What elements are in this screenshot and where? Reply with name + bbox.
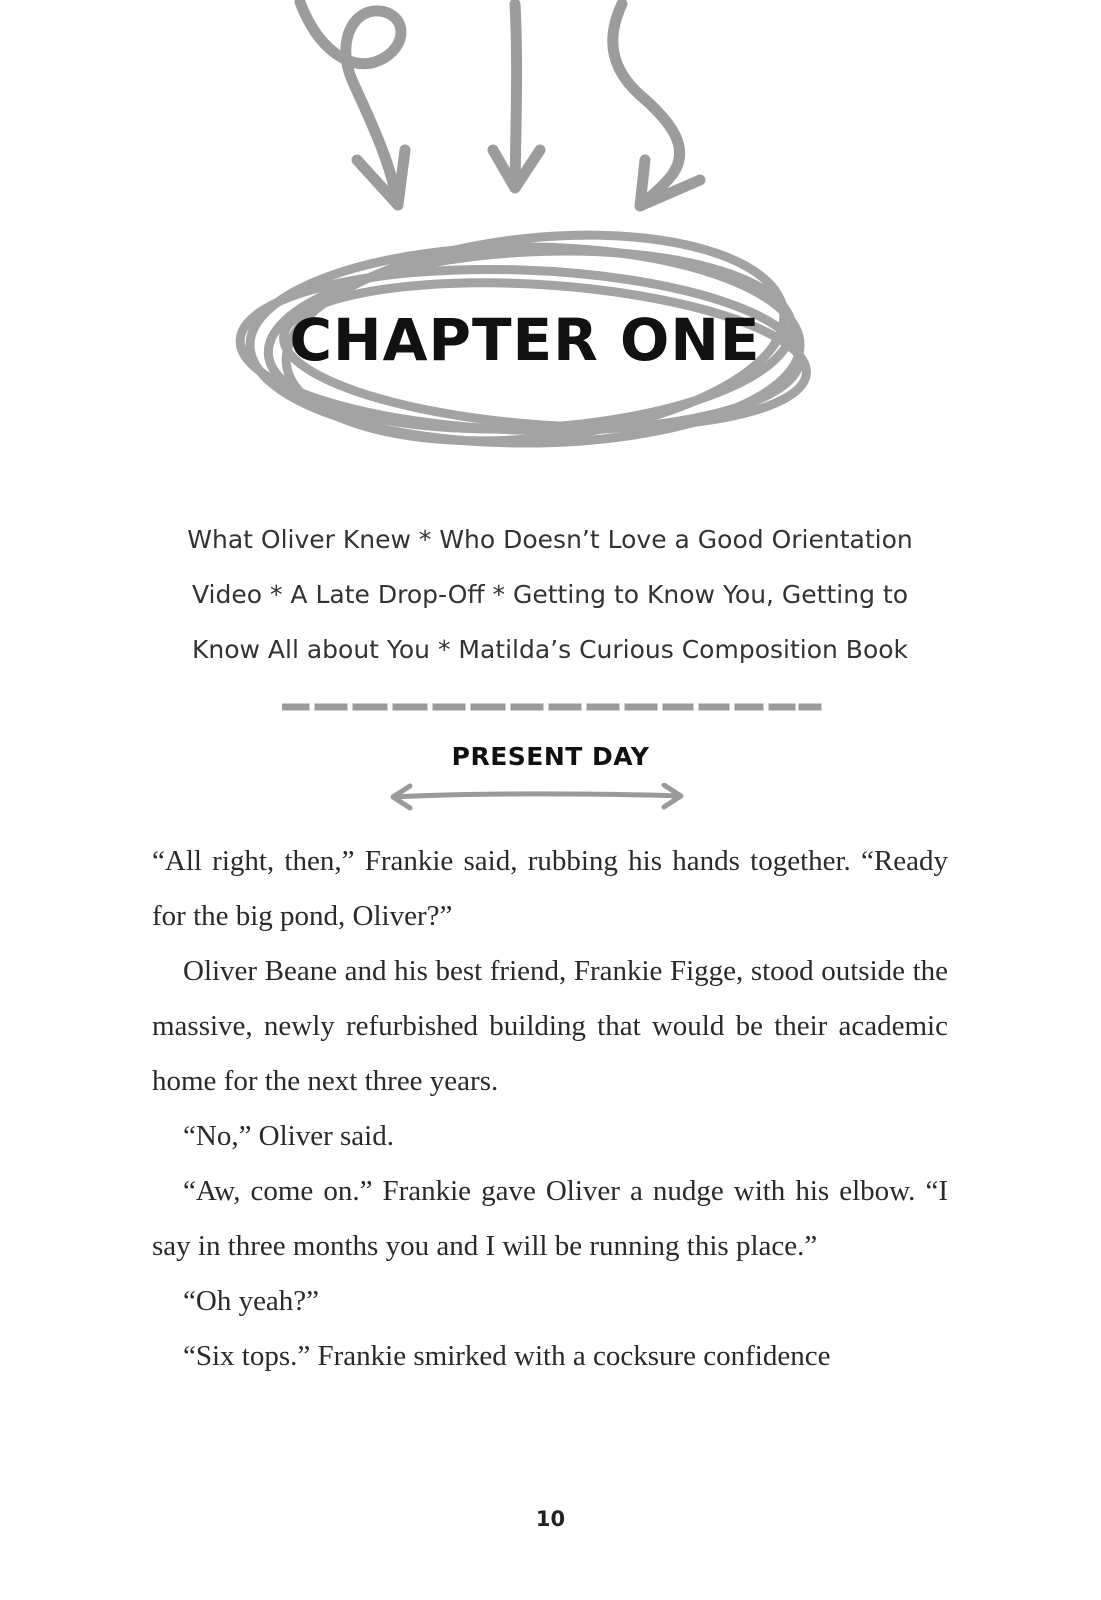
chapter-contents-list (150, 512, 950, 677)
contents-line: What Oliver Knew * Who Doesn’t Love a Good Orientation (187, 525, 913, 554)
contents-line: Video * A Late Drop-Off * Getting to Know You, Getting to (191, 580, 908, 609)
section-label: PRESENT DAY (451, 742, 650, 771)
chapter-title: CHAPTER ONE (289, 306, 761, 374)
dashed-divider (282, 700, 822, 714)
paragraph: “No,” Oliver said. (183, 1120, 394, 1152)
paragraph: “Six tops.” Frankie smirked with a cocksure confidence (183, 1340, 831, 1372)
paragraph: Oliver Beane and his best friend, Frankie Figge, stood outside the massive, newly refurbished building that would be their academic home for the next three years. (152, 955, 948, 1097)
double-arrow-icon (388, 783, 688, 811)
paragraph: “Oh yeah?” (183, 1285, 320, 1317)
page-number: 10 (535, 1507, 566, 1531)
loop-arrow-icon (300, 2, 401, 205)
straight-arrow-icon (515, 4, 517, 185)
chapter-doodle (0, 0, 1101, 480)
paragraph: “All right, then,” Frankie said, rubbing his hands together. “Ready for the big pond, Oliver?” (152, 845, 948, 932)
contents-line: Know All about You * Matilda’s Curious Composition Book (191, 635, 909, 664)
paragraph: “Aw, come on.” Frankie gave Oliver a nudge with his elbow. “I say in three months you and I will be running this place.” (152, 1175, 948, 1262)
body-text (152, 834, 948, 1384)
